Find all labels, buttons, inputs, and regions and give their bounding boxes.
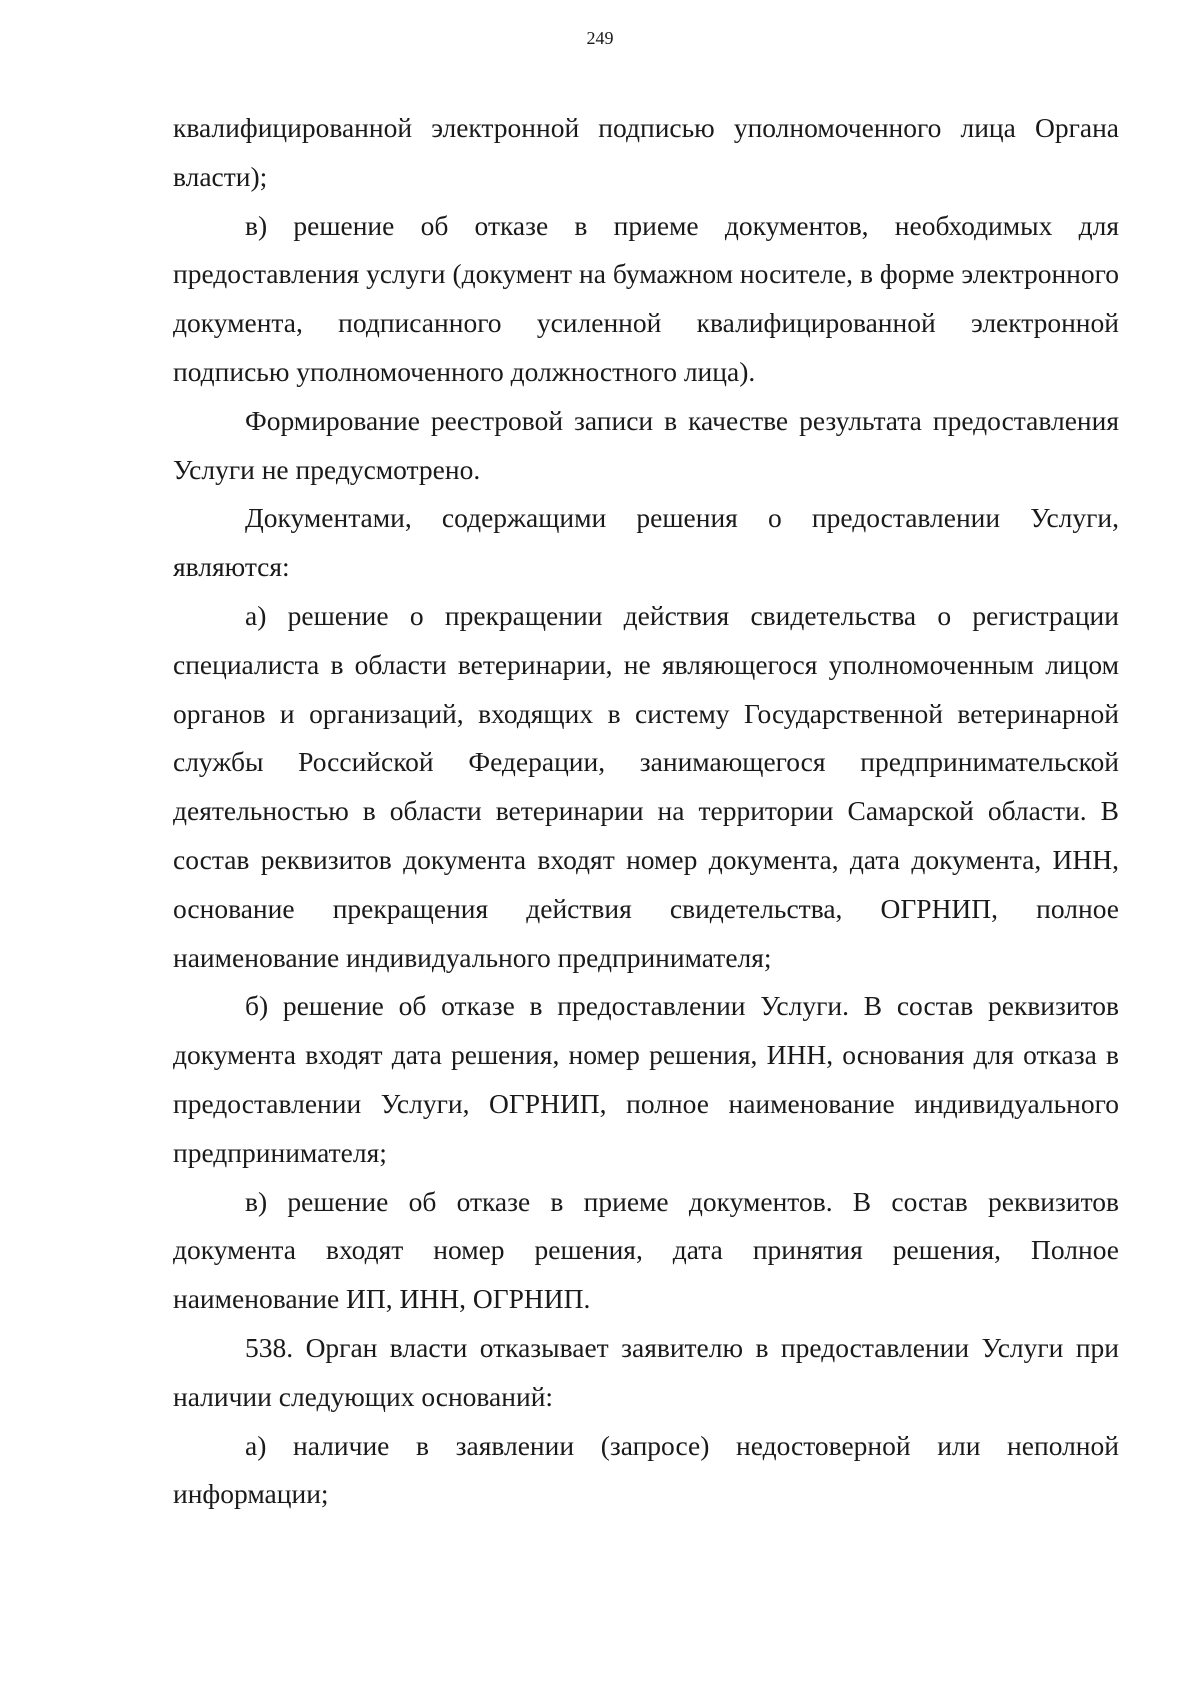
paragraph-continuation: квалифицированной электронной подписью уполномоченного лица Органа власти);: [173, 112, 1119, 192]
paragraph-item-a-termination: а) решение о прекращении действия свидетельства о регистрации специалиста в области ветеринарии, не являющегося уполномоченным лицом органов и организаций, входящих в систему Государственной ветеринарной службы Российской Федерации, занимающегося предпринимательской деятельностью в области ветеринарии на территории Самарской области. В состав реквизитов документа входят номер документа, дата документа, ИНН, основание прекращения действия свидетельства, ОГРНИП, полное наименование индивидуального предпринимателя;: [173, 599, 1119, 973]
paragraph-decision-documents-intro: Документами, содержащими решения о предоставлении Услуги, являются:: [173, 502, 1119, 583]
paragraph-registry-record: Формирование реестровой записи в качестве результата предоставления Услуги не предусмотрено.: [173, 404, 1119, 485]
paragraph-item-b-refusal-service: б) решение об отказе в предоставлении Услуги. В состав реквизитов документа входят дата решения, номер решения, ИНН, основания для отказа в предоставлении Услуги, ОГРНИП, полное наименование индивидуального предпринимателя;: [173, 990, 1119, 1168]
paragraph-clause-538: 538. Орган власти отказывает заявителю в предоставлении Услуги при наличии следующих оснований:: [173, 1331, 1119, 1412]
page-number: 249: [586, 28, 614, 48]
document-body: [173, 104, 1119, 1519]
paragraph-item-a-unreliable-info: а) наличие в заявлении (запросе) недостоверной или неполной информации;: [173, 1429, 1119, 1510]
paragraph-item-v-refusal-acceptance: в) решение об отказе в приеме документов. В состав реквизитов документа входят номер решения, дата принятия решения, Полное наименование ИП, ИНН, ОГРНИП.: [173, 1185, 1119, 1315]
paragraph-item-v-refusal-documents: в) решение об отказе в приеме документов, необходимых для предоставления услуги (документ на бумажном носителе, в форме электронного документа, подписанного усиленной квалифицированной электронной подписью уполномоченного должностного лица).: [173, 209, 1119, 387]
